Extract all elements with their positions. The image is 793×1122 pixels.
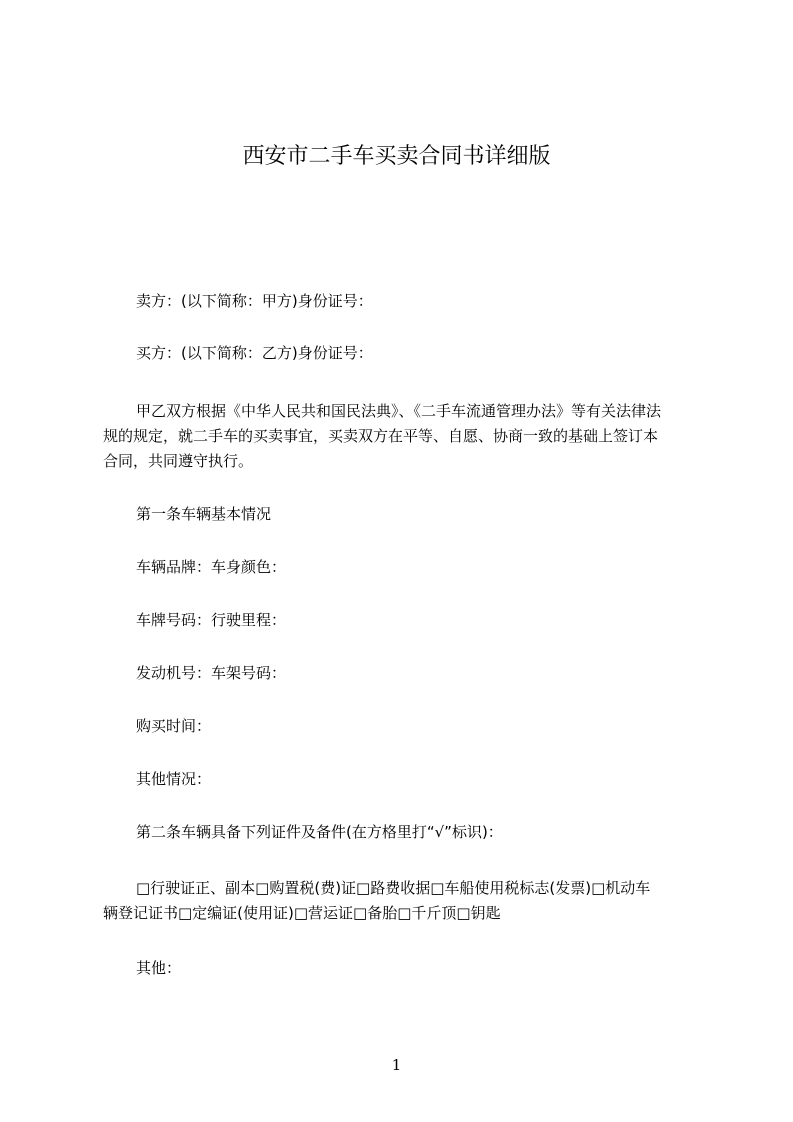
intro-line-3: 合同，共同遵守执行。 bbox=[103, 452, 254, 470]
article1-heading: 第一条车辆基本情况 bbox=[136, 505, 272, 523]
intro-line-2: 规的规定，就二手车的买卖事宜，买卖双方在平等、自愿、协商一致的基础上签订本 bbox=[103, 427, 659, 445]
purchase-time-line: 购买时间： bbox=[136, 717, 212, 735]
article2-heading: 第二条车辆具备下列证件及备件(在方格里打“√”标识)： bbox=[136, 823, 503, 841]
intro-line-1: 甲乙双方根据《中华人民共和国民法典》、《二手车流通管理办法》等有关法律法 bbox=[136, 402, 662, 420]
checklist-line-2: 辆登记证书□定编证(使用证)□营运证□备胎□千斤顶□钥匙 bbox=[103, 904, 501, 922]
checklist-line-1: □行驶证正、副本□购置税(费)证□路费收据□车船使用税标志(发票)□机动车 bbox=[136, 879, 651, 897]
vehicle-engine-frame-line: 发动机号：车架号码： bbox=[136, 664, 287, 682]
page-number: 1 bbox=[391, 1056, 402, 1074]
other-conditions-line: 其他情况： bbox=[136, 770, 212, 788]
seller-line: 卖方：(以下简称：甲方)身份证号： bbox=[136, 292, 373, 310]
intro-paragraph bbox=[103, 399, 703, 474]
vehicle-brand-color-line: 车辆品牌：车身颜色： bbox=[136, 558, 287, 576]
buyer-line: 买方：(以下简称：乙方)身份证号： bbox=[136, 344, 373, 362]
article2-other-line: 其他： bbox=[136, 959, 182, 977]
vehicle-plate-mileage-line: 车牌号码：行驶里程： bbox=[136, 611, 287, 629]
document-title: 西安市二手车买卖合同书详细版 bbox=[242, 144, 551, 169]
documents-checklist bbox=[103, 876, 703, 926]
